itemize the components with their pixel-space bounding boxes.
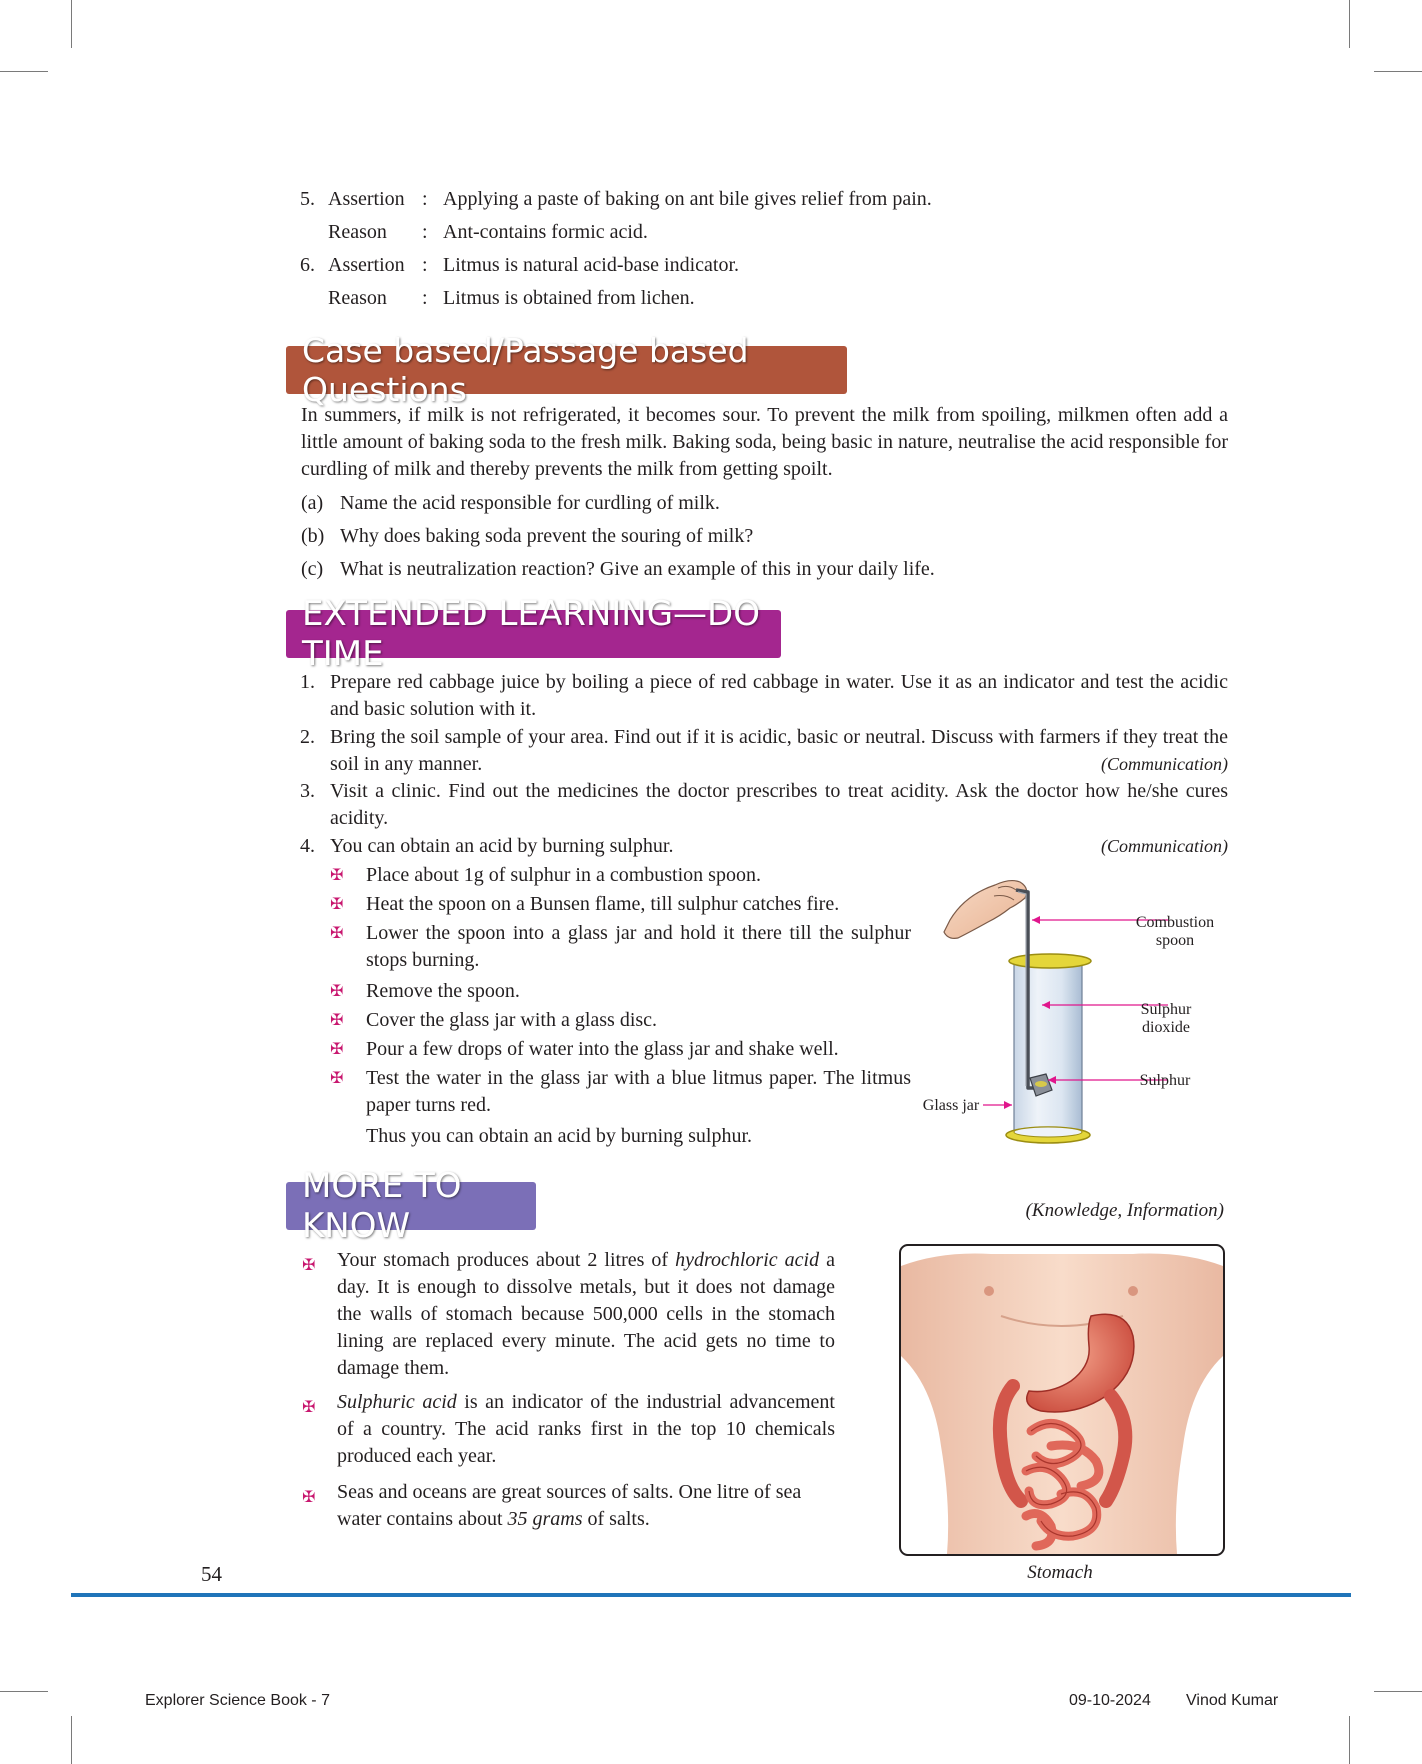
- fact-emphasis: hydrochloric acid: [675, 1249, 820, 1271]
- item-number: 4.: [300, 835, 315, 857]
- question-item: [301, 523, 1221, 550]
- extended-learning-heading: EXTENDED LEARNING—DO TIME: [286, 610, 781, 658]
- conclusion-text: Thus you can obtain an acid by burning sulphur.: [366, 1125, 753, 1147]
- list-item: [300, 724, 1228, 778]
- cross-bullet-icon: ✠: [330, 1068, 344, 1087]
- combustion-spoon-diagram: [920, 870, 1240, 1150]
- colon: :: [422, 188, 428, 210]
- cross-bullet-icon: ✠: [302, 1397, 316, 1416]
- crop-mark: [71, 1716, 72, 1764]
- crop-mark: [71, 0, 72, 48]
- item-text: Bring the soil sample of your area. Find out if it is acidic, basic or neutral. Discuss with farmers if they treat the soil in any manner.: [330, 726, 1228, 775]
- footer-author: Vinod Kumar: [1186, 1692, 1279, 1709]
- glass-jar-label: Glass jar: [922, 1097, 980, 1114]
- list-item: [300, 669, 1228, 723]
- question-item: [301, 490, 1221, 517]
- fact-text: Your stomach produces about 2 litres of: [337, 1249, 676, 1271]
- fact-item: [337, 1479, 835, 1533]
- fact-emphasis: 35 grams: [507, 1508, 583, 1530]
- assertion-label: Assertion: [328, 254, 405, 276]
- item-number: 3.: [300, 780, 315, 802]
- page-number: 54: [201, 1562, 222, 1586]
- case-passage: In summers, if milk is not refrigerated, it becomes sour. To prevent the milk from spoiling, milkmen often add a little amount of baking soda to the fresh milk. Baking soda, being basic in nature, neutralise the acid responsible for curdling of milk and thereby prevents the milk from getting spoilt.: [301, 404, 1228, 480]
- crop-mark: [0, 71, 48, 72]
- question-label: (a): [301, 492, 324, 514]
- reason-text: Ant-contains formic acid.: [443, 221, 648, 243]
- question-label: (b): [301, 525, 325, 547]
- reason-label: Reason: [328, 221, 387, 243]
- step-text: Lower the spoon into a glass jar and hold it there till the sulphur stops burning.: [366, 922, 911, 971]
- question-item: [301, 556, 1221, 583]
- item-text: Visit a clinic. Find out the medicines the doctor prescribes to treat acidity. Ask the doctor how he/she cures acidity.: [330, 780, 1228, 829]
- cross-bullet-icon: ✠: [330, 1010, 344, 1029]
- fact-text: Seas and oceans are great sources of salts. One litre of sea water contains about: [337, 1481, 802, 1530]
- assertion-label: Assertion: [328, 188, 405, 210]
- colon: :: [422, 254, 428, 276]
- item-text: Prepare red cabbage juice by boiling a piece of red cabbage in water. Use it as an indicator and test the acidic and basic solution with it.: [330, 671, 1228, 720]
- cross-bullet-icon: ✠: [330, 894, 344, 913]
- cross-bullet-icon: ✠: [330, 1039, 344, 1058]
- crop-mark: [1349, 1716, 1350, 1764]
- skill-tag: (Communication): [1101, 836, 1228, 856]
- fact-text: is an indicator of the industrial advancement of a country. The acid ranks first in the top 10 chemicals produced each year.: [337, 1391, 835, 1467]
- reason-label: Reason: [328, 287, 387, 309]
- step-text: Remove the spoon.: [366, 980, 520, 1002]
- cross-bullet-icon: ✠: [330, 865, 344, 884]
- fact-text: a day. It is enough to dissolve metals, but it does not damage the walls of stomach because 500,000 cells in the stomach lining are replaced every minute. The acid gets no time to damage them.: [337, 1249, 835, 1379]
- colon: :: [422, 287, 428, 309]
- step-text: Place about 1g of sulphur in a combustion spoon.: [366, 864, 761, 886]
- fact-item: [337, 1389, 835, 1470]
- cross-bullet-icon: ✠: [302, 1487, 316, 1506]
- list-item: [300, 833, 1228, 860]
- case-based-heading: Case based/Passage based Questions: [286, 346, 847, 394]
- stomach-image: [899, 1244, 1225, 1556]
- combustion-spoon-label: Combustion spoon: [1135, 914, 1215, 949]
- cross-bullet-icon: ✠: [330, 981, 344, 1000]
- skill-tag: (Communication): [1101, 754, 1228, 774]
- item-number: 5.: [300, 188, 315, 210]
- crop-mark: [1374, 71, 1422, 72]
- question-text: What is neutralization reaction? Give an example of this in your daily life.: [340, 558, 935, 580]
- cross-bullet-icon: ✠: [302, 1255, 316, 1274]
- image-caption: Stomach: [1027, 1562, 1093, 1583]
- list-item: [300, 778, 1228, 832]
- page-rule: [71, 1593, 1351, 1597]
- footer-book: Explorer Science Book - 7: [145, 1692, 330, 1709]
- step-text: Heat the spoon on a Bunsen flame, till sulphur catches fire.: [366, 893, 840, 915]
- crop-mark: [1349, 0, 1350, 48]
- assertion-text: Litmus is natural acid-base indicator.: [443, 254, 740, 276]
- question-text: Why does baking soda prevent the souring of milk?: [340, 525, 754, 547]
- item-text: You can obtain an acid by burning sulphur.: [330, 835, 674, 857]
- cross-bullet-icon: ✠: [330, 923, 344, 942]
- sulphur-dioxide-label: Sulphur dioxide: [1140, 1001, 1192, 1036]
- question-text: Name the acid responsible for curdling of milk.: [340, 492, 720, 514]
- sulphur-label: Sulphur: [1139, 1072, 1191, 1089]
- fact-text: of salts.: [582, 1508, 650, 1530]
- fact-item: [337, 1247, 835, 1382]
- step-text: Pour a few drops of water into the glass jar and shake well.: [366, 1038, 839, 1060]
- step-text: Test the water in the glass jar with a blue litmus paper. The litmus paper turns red.: [366, 1067, 911, 1116]
- reason-text: Litmus is obtained from lichen.: [443, 287, 695, 309]
- item-number: 6.: [300, 254, 315, 276]
- crop-mark: [1374, 1691, 1422, 1692]
- item-number: 2.: [300, 726, 315, 748]
- skill-tag: (Knowledge, Information): [1025, 1200, 1224, 1221]
- step-text: Cover the glass jar with a glass disc.: [366, 1009, 658, 1031]
- item-number: 1.: [300, 671, 315, 693]
- colon: :: [422, 221, 428, 243]
- fact-emphasis: Sulphuric acid: [337, 1391, 457, 1413]
- footer-date: 09-10-2024: [1069, 1692, 1151, 1709]
- assertion-text: Applying a paste of baking on ant bile gives relief from pain.: [443, 188, 932, 210]
- crop-mark: [0, 1691, 48, 1692]
- torso-illustration: [901, 1246, 1223, 1554]
- more-to-know-heading: MORE TO KNOW: [286, 1182, 536, 1230]
- question-label: (c): [301, 558, 324, 580]
